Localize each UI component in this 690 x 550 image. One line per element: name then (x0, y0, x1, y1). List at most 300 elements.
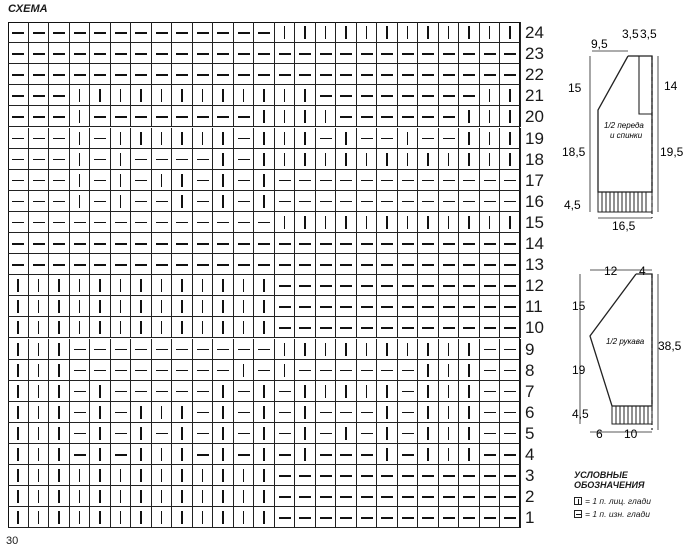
purl-stitch-cell (357, 444, 378, 465)
knit-stitch-cell (193, 507, 214, 528)
row-number: 13 (525, 255, 544, 275)
purl-stitch-cell (336, 191, 357, 212)
knit-stitch-cell (70, 170, 91, 191)
knit-stitch-cell (213, 423, 234, 444)
purl-stitch-cell (316, 402, 337, 423)
purl-stitch-cell (398, 275, 419, 296)
purl-stitch-cell (480, 444, 501, 465)
purl-stitch-cell (336, 43, 357, 64)
sleeve-dim-top-left: 12 (604, 264, 618, 278)
purl-stitch-cell (418, 64, 439, 85)
purl-stitch-cell (316, 85, 337, 106)
purl-stitch-cell (398, 317, 419, 338)
purl-stitch-cell (234, 381, 255, 402)
knit-stitch-cell (439, 402, 460, 423)
purl-stitch-cell (234, 191, 255, 212)
purl-stitch-cell (111, 212, 132, 233)
purl-stitch-cell (234, 254, 255, 275)
knit-stitch-cell (234, 360, 255, 381)
purl-stitch-cell (111, 360, 132, 381)
purl-stitch-cell (193, 43, 214, 64)
purl-stitch-cell (500, 339, 521, 360)
purl-stitch-cell (316, 423, 337, 444)
purl-stitch-cell (254, 212, 275, 233)
purl-stitch-cell (275, 423, 296, 444)
knit-stitch-cell (480, 212, 501, 233)
purl-stitch-cell (49, 85, 70, 106)
purl-stitch-cell (316, 296, 337, 317)
purl-stitch-cell (49, 128, 70, 149)
knit-stitch-cell (111, 507, 132, 528)
purl-stitch-cell (398, 191, 419, 212)
purl-stitch-cell (357, 486, 378, 507)
front-back-label-line1: 1/2 переда (604, 121, 644, 130)
knit-stitch-cell (29, 317, 50, 338)
knit-stitch-cell (193, 465, 214, 486)
front-back-label-line2: и спинки (610, 131, 643, 140)
purl-stitch-cell (459, 233, 480, 254)
knit-stitch-cell (111, 191, 132, 212)
purl-stitch-cell (172, 106, 193, 127)
knit-stitch-cell (254, 402, 275, 423)
knit-stitch-cell (111, 296, 132, 317)
purl-stitch-cell (8, 85, 29, 106)
legend-knit-text: = 1 п. лиц. глади (585, 496, 651, 506)
purl-stitch-cell (213, 254, 234, 275)
purl-stitch-cell (500, 317, 521, 338)
purl-stitch-cell (254, 233, 275, 254)
purl-stitch-cell (131, 43, 152, 64)
knit-stitch-cell (234, 85, 255, 106)
knit-stitch-cell (49, 423, 70, 444)
knit-stitch-cell (172, 85, 193, 106)
purl-stitch-cell (398, 507, 419, 528)
row-number: 8 (525, 360, 535, 380)
legend-purl-text: = 1 п. изн. глади (585, 509, 650, 519)
purl-stitch-cell (275, 191, 296, 212)
knit-stitch-cell (459, 212, 480, 233)
purl-stitch-cell (357, 296, 378, 317)
purl-stitch-cell (398, 233, 419, 254)
row-number: 14 (525, 234, 544, 253)
purl-stitch-cell (111, 254, 132, 275)
knit-stitch-cell (172, 170, 193, 191)
knit-stitch-cell (480, 106, 501, 127)
purl-stitch-cell (500, 64, 521, 85)
knit-stitch-cell (295, 381, 316, 402)
purl-stitch-cell (131, 381, 152, 402)
knit-stitch-cell (193, 275, 214, 296)
purl-stitch-cell (480, 339, 501, 360)
purl-stitch-cell (500, 507, 521, 528)
knit-stitch-cell (234, 275, 255, 296)
knit-stitch-cell (459, 149, 480, 170)
knit-stitch-cell (418, 149, 439, 170)
purl-stitch-cell (29, 170, 50, 191)
knit-stitch-cell (111, 149, 132, 170)
purl-stitch-cell (234, 128, 255, 149)
knit-stitch-cell (49, 317, 70, 338)
purl-stitch-cell (111, 233, 132, 254)
purl-stitch-cell (152, 64, 173, 85)
knit-stitch-cell (377, 212, 398, 233)
sleeve-dim-left-upper: 15 (572, 299, 586, 313)
knit-stitch-cell (29, 444, 50, 465)
purl-stitch-cell (70, 402, 91, 423)
purl-stitch-cell (29, 212, 50, 233)
purl-stitch-cell (357, 507, 378, 528)
purl-stitch-cell (131, 170, 152, 191)
purl-stitch-cell (70, 233, 91, 254)
purl-stitch-cell (49, 170, 70, 191)
knit-stitch-cell (90, 507, 111, 528)
knit-symbol-icon (574, 497, 582, 505)
knit-stitch-cell (49, 465, 70, 486)
knit-stitch-cell (152, 85, 173, 106)
purl-stitch-cell (70, 360, 91, 381)
purl-stitch-cell (418, 254, 439, 275)
purl-stitch-cell (398, 381, 419, 402)
purl-stitch-cell (357, 465, 378, 486)
purl-stitch-cell (459, 191, 480, 212)
knit-stitch-cell (70, 275, 91, 296)
purl-stitch-cell (480, 64, 501, 85)
knit-stitch-cell (398, 339, 419, 360)
purl-stitch-cell (500, 275, 521, 296)
knit-stitch-cell (398, 22, 419, 43)
purl-stitch-cell (49, 106, 70, 127)
purl-stitch-cell (377, 296, 398, 317)
knit-stitch-cell (418, 22, 439, 43)
purl-stitch-cell (275, 296, 296, 317)
knit-stitch-cell (439, 360, 460, 381)
knit-stitch-cell (172, 444, 193, 465)
purl-stitch-cell (500, 191, 521, 212)
knit-stitch-cell (131, 423, 152, 444)
purl-stitch-cell (377, 254, 398, 275)
purl-stitch-cell (234, 22, 255, 43)
knit-stitch-cell (398, 128, 419, 149)
purl-stitch-cell (90, 360, 111, 381)
knit-stitch-cell (131, 317, 152, 338)
purl-stitch-cell (172, 254, 193, 275)
purl-stitch-cell (49, 149, 70, 170)
knit-stitch-cell (234, 465, 255, 486)
knit-stitch-cell (213, 507, 234, 528)
front-back-schematic (558, 22, 690, 232)
knit-stitch-cell (49, 275, 70, 296)
knit-stitch-cell (377, 381, 398, 402)
purl-stitch-cell (213, 212, 234, 233)
knit-stitch-cell (152, 486, 173, 507)
purl-stitch-cell (418, 486, 439, 507)
purl-stitch-cell (152, 106, 173, 127)
knit-stitch-cell (111, 317, 132, 338)
purl-stitch-cell (29, 128, 50, 149)
purl-stitch-cell (234, 170, 255, 191)
purl-stitch-cell (480, 465, 501, 486)
purl-stitch-cell (336, 233, 357, 254)
purl-stitch-cell (29, 191, 50, 212)
sleeve-dim-top-right: 4 (639, 264, 646, 278)
purl-stitch-cell (131, 106, 152, 127)
purl-stitch-cell (295, 254, 316, 275)
purl-stitch-cell (295, 360, 316, 381)
purl-stitch-cell (152, 212, 173, 233)
purl-stitch-cell (49, 212, 70, 233)
legend-title (574, 470, 645, 490)
purl-stitch-cell (316, 444, 337, 465)
sleeve-dim-right: 38,5 (658, 339, 682, 353)
neck-notch (639, 56, 652, 114)
purl-stitch-cell (172, 43, 193, 64)
purl-stitch-cell (111, 43, 132, 64)
purl-stitch-cell (275, 64, 296, 85)
knit-stitch-cell (70, 486, 91, 507)
purl-stitch-cell (357, 106, 378, 127)
knit-stitch-cell (316, 106, 337, 127)
purl-stitch-cell (90, 233, 111, 254)
purl-stitch-cell (70, 339, 91, 360)
purl-stitch-cell (398, 444, 419, 465)
purl-stitch-cell (418, 275, 439, 296)
dim-cuff: 4,5 (564, 198, 581, 212)
purl-stitch-cell (316, 170, 337, 191)
knit-stitch-cell (8, 507, 29, 528)
purl-stitch-cell (90, 170, 111, 191)
purl-stitch-cell (213, 339, 234, 360)
purl-stitch-cell (172, 212, 193, 233)
purl-stitch-cell (131, 22, 152, 43)
purl-stitch-cell (357, 191, 378, 212)
knit-stitch-cell (295, 85, 316, 106)
purl-stitch-cell (398, 465, 419, 486)
knit-stitch-cell (90, 423, 111, 444)
knit-stitch-cell (49, 402, 70, 423)
row-number: 3 (525, 466, 535, 486)
purl-stitch-cell (172, 360, 193, 381)
purl-stitch-cell (336, 465, 357, 486)
purl-stitch-cell (193, 106, 214, 127)
knit-stitch-cell (418, 339, 439, 360)
knit-stitch-cell (459, 360, 480, 381)
purl-stitch-cell (336, 85, 357, 106)
purl-stitch-cell (172, 339, 193, 360)
knit-stitch-cell (254, 149, 275, 170)
knit-stitch-cell (459, 381, 480, 402)
knit-stitch-cell (29, 423, 50, 444)
purl-stitch-cell (254, 360, 275, 381)
knit-stitch-cell (70, 507, 91, 528)
purl-stitch-cell (275, 43, 296, 64)
dim-top-mid: 3,5 (622, 27, 639, 41)
purl-stitch-cell (234, 212, 255, 233)
knit-stitch-cell (90, 275, 111, 296)
knit-stitch-cell (377, 423, 398, 444)
knit-stitch-cell (70, 149, 91, 170)
purl-stitch-cell (193, 381, 214, 402)
purl-stitch-cell (111, 444, 132, 465)
row-number: 21 (525, 86, 544, 106)
purl-stitch-cell (70, 22, 91, 43)
purl-stitch-cell (316, 507, 337, 528)
purl-stitch-cell (8, 149, 29, 170)
row-number: 9 (525, 339, 535, 359)
purl-stitch-cell (439, 85, 460, 106)
purl-stitch-cell (49, 233, 70, 254)
sleeve-dim-left-lower: 19 (572, 363, 586, 377)
knit-stitch-cell (49, 296, 70, 317)
purl-stitch-cell (377, 465, 398, 486)
purl-stitch-cell (480, 233, 501, 254)
purl-stitch-cell (459, 275, 480, 296)
purl-stitch-cell (316, 275, 337, 296)
knit-stitch-cell (254, 275, 275, 296)
knit-stitch-cell (131, 275, 152, 296)
knit-stitch-cell (439, 149, 460, 170)
knit-stitch-cell (213, 275, 234, 296)
knit-stitch-cell (29, 486, 50, 507)
purl-stitch-cell (275, 275, 296, 296)
purl-stitch-cell (316, 43, 337, 64)
knit-stitch-cell (418, 360, 439, 381)
purl-stitch-cell (8, 233, 29, 254)
knit-stitch-cell (111, 85, 132, 106)
row-number: 11 (525, 297, 543, 317)
purl-stitch-cell (377, 170, 398, 191)
row-number: 22 (525, 65, 544, 85)
purl-stitch-cell (295, 465, 316, 486)
knit-stitch-cell (336, 423, 357, 444)
purl-stitch-cell (8, 64, 29, 85)
purl-stitch-cell (295, 233, 316, 254)
knit-stitch-cell (49, 339, 70, 360)
knit-stitch-cell (275, 212, 296, 233)
purl-stitch-cell (398, 43, 419, 64)
knit-stitch-cell (459, 423, 480, 444)
purl-stitch-cell (152, 233, 173, 254)
purl-stitch-cell (418, 85, 439, 106)
purl-stitch-cell (131, 64, 152, 85)
dim-top-left: 9,5 (591, 37, 608, 51)
knit-stitch-cell (8, 275, 29, 296)
purl-stitch-cell (193, 64, 214, 85)
knit-stitch-cell (295, 212, 316, 233)
purl-stitch-cell (90, 191, 111, 212)
knit-stitch-cell (29, 296, 50, 317)
purl-stitch-cell (29, 64, 50, 85)
knit-stitch-cell (254, 381, 275, 402)
knit-stitch-cell (111, 128, 132, 149)
knit-stitch-cell (377, 22, 398, 43)
purl-stitch-cell (213, 106, 234, 127)
row-number: 5 (525, 423, 535, 443)
purl-stitch-cell (111, 339, 132, 360)
purl-stitch-cell (377, 191, 398, 212)
purl-stitch-cell (377, 317, 398, 338)
row-number: 16 (525, 191, 544, 211)
knit-stitch-cell (111, 275, 132, 296)
purl-stitch-cell (234, 106, 255, 127)
purl-stitch-cell (29, 43, 50, 64)
purl-stitch-cell (398, 106, 419, 127)
knit-stitch-cell (152, 507, 173, 528)
knit-stitch-cell (459, 444, 480, 465)
purl-stitch-cell (316, 465, 337, 486)
knit-stitch-cell (152, 296, 173, 317)
purl-stitch-cell (439, 128, 460, 149)
knit-stitch-cell (275, 128, 296, 149)
knit-stitch-cell (131, 402, 152, 423)
purl-stitch-cell (357, 423, 378, 444)
purl-stitch-cell (90, 254, 111, 275)
knit-stitch-cell (8, 444, 29, 465)
front-back-ribbing (598, 192, 652, 212)
knit-stitch-cell (213, 402, 234, 423)
knit-stitch-cell (213, 128, 234, 149)
purl-stitch-cell (49, 22, 70, 43)
knit-stitch-cell (90, 296, 111, 317)
knit-stitch-cell (213, 317, 234, 338)
knit-stitch-cell (439, 444, 460, 465)
knit-stitch-cell (500, 212, 521, 233)
knit-stitch-cell (8, 381, 29, 402)
purl-stitch-cell (500, 381, 521, 402)
purl-stitch-cell (418, 128, 439, 149)
knit-stitch-cell (275, 339, 296, 360)
purl-stitch-cell (234, 149, 255, 170)
knit-stitch-cell (295, 339, 316, 360)
purl-stitch-cell (213, 22, 234, 43)
purl-stitch-cell (172, 64, 193, 85)
legend-title-line1: УСЛОВНЫЕ (574, 470, 628, 480)
knit-stitch-cell (131, 507, 152, 528)
purl-stitch-cell (275, 317, 296, 338)
purl-stitch-cell (8, 106, 29, 127)
purl-stitch-cell (275, 381, 296, 402)
knit-stitch-cell (480, 85, 501, 106)
knit-stitch-cell (8, 339, 29, 360)
knit-stitch-cell (8, 317, 29, 338)
purl-stitch-cell (316, 191, 337, 212)
purl-stitch-cell (459, 64, 480, 85)
dim-top-right: 3,5 (640, 27, 657, 41)
purl-stitch-cell (193, 149, 214, 170)
purl-stitch-cell (193, 360, 214, 381)
purl-stitch-cell (439, 64, 460, 85)
purl-stitch-cell (459, 296, 480, 317)
knit-stitch-cell (49, 486, 70, 507)
purl-stitch-cell (29, 85, 50, 106)
knit-stitch-cell (90, 465, 111, 486)
knit-stitch-cell (500, 106, 521, 127)
purl-stitch-cell (131, 233, 152, 254)
purl-stitch-cell (316, 233, 337, 254)
knit-stitch-cell (172, 423, 193, 444)
purl-stitch-cell (480, 296, 501, 317)
knit-stitch-cell (254, 465, 275, 486)
knit-stitch-cell (193, 486, 214, 507)
knit-stitch-cell (377, 402, 398, 423)
knit-stitch-cell (500, 149, 521, 170)
knit-stitch-cell (172, 128, 193, 149)
purl-stitch-cell (418, 317, 439, 338)
purl-stitch-cell (377, 360, 398, 381)
knit-stitch-cell (316, 149, 337, 170)
knit-stitch-cell (172, 402, 193, 423)
purl-stitch-cell (500, 170, 521, 191)
purl-stitch-cell (336, 254, 357, 275)
